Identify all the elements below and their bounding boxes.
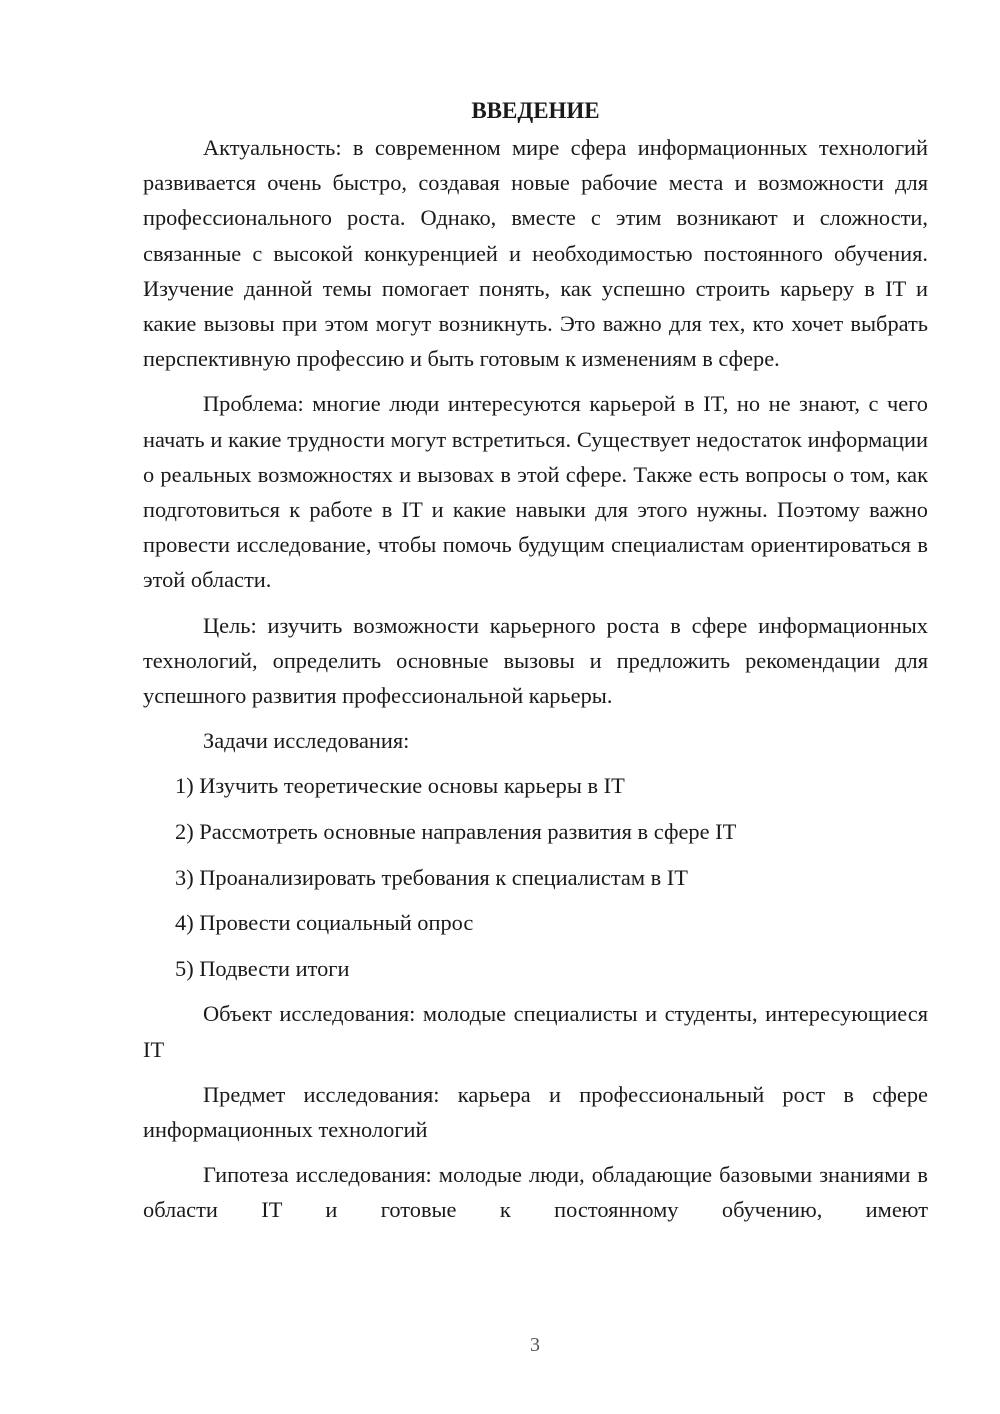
problem-paragraph: Проблема: многие люди интересуются карьерой в IT, но не знают, с чего начать и какие трудности могут встретиться. Существует недостаток информации о реальных возможностях и вызовах в этой сфере. Также есть вопросы о том, как подготовиться к работе в IT и какие навыки для этого нужны. Поэтому важно провести исследование, чтобы помочь будущим специалистам ориентироваться в этой области. [143,391,928,593]
task-item: 4) Провести социальный опрос [175,910,474,936]
task-item: 5) Подвести итоги [175,955,350,981]
object-paragraph: Объект исследования: молодые специалисты и студенты, интересующиеся IT [143,1001,928,1062]
page-content [143,93,928,1238]
section-title: ВВЕДЕНИЕ [471,98,600,123]
tasks-heading: Задачи исследования: [203,728,410,754]
tasks-list [143,768,928,986]
page-number: 3 [530,1334,540,1356]
task-item: 3) Проанализировать требования к специалистам в IT [175,864,688,890]
task-item: 1) Изучить теоретические основы карьеры в IT [175,773,625,799]
subject-paragraph: Предмет исследования: карьера и профессиональный рост в сфере информационных технологий [143,1081,928,1143]
hypothesis-paragraph: Гипотеза исследования: молодые люди, обладающие базовыми знаниями в области IT и готовые к постоянному обучению, имеют [143,1162,928,1223]
task-item: 2) Рассмотреть основные направления развития в сфере IT [175,819,737,845]
goal-paragraph: Цель: изучить возможности карьерного роста в сфере информационных технологий, определить основные вызовы и предложить рекомендации для успешного развития профессиональной карьеры. [143,612,928,709]
relevance-paragraph: Актуальность: в современном мире сфера информационных технологий развивается очень быстро, создавая новые рабочие места и возможности для профессионального роста. Однако, вместе с этим возникают и сложности, связанные с высокой конкуренцией и необходимостью постоянного обучения. Изучение данной темы помогает понять, как успешно строить карьеру в IT и какие вызовы при этом могут возникнуть. Это важно для тех, кто хочет выбрать перспективную профессию и быть готовым к изменениям в сфере. [143,135,928,372]
